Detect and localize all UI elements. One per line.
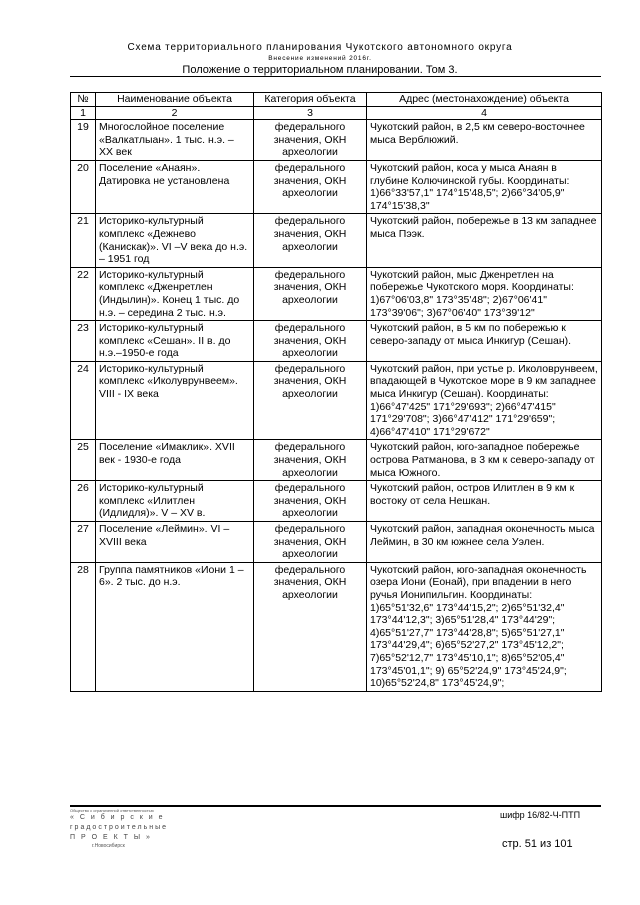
- table-row: [71, 214, 602, 267]
- object-category: федерального значения, ОКН археологии: [254, 160, 367, 213]
- row-number: 22: [71, 267, 96, 320]
- row-number: 24: [71, 361, 96, 440]
- document-subtitle: Внесение изменений 2016г.: [268, 55, 372, 62]
- object-address: Чукотский район, западная оконечность мыса Леймин, в 30 км южнее села Уэлен.: [367, 522, 602, 563]
- object-name: Историко-культурный комплекс «Иколуврунвеем». VIII - IX века: [96, 361, 254, 440]
- table-row: [71, 481, 602, 522]
- column-header-number: №: [71, 93, 96, 107]
- logo-line: П Р О Е К Т Ы »: [70, 834, 152, 841]
- object-address: Чукотский район, юго-западная оконечность озера Иони (Еонай), при впадении в него ручья Ионипильгин. Координаты: 1)65°51'32,6" 173°44'15,2"; 2)65°51'32,4" 173°44'12,3"; 3)65°51'28,4" 173°44'29"; 4)65°51'27,7" 173°44'28,8"; 5)65°51'27,1" 173°44'29,4"; 6)65°52'27,2" 173°45'12,2"; 7)65°52'12,7" 173°45'10,1"; 8)65°52'05,4" 173°45'01,1"; 9) 65°52'24,9" 173°45'24,9"; 10)65°52'24,8" 173°45'24,9";: [367, 562, 602, 691]
- object-name: Историко-культурный комплекс «Дежнево (Канискак)». VI –V века до н.э. – 1951 год: [96, 214, 254, 267]
- row-number: 19: [71, 120, 96, 161]
- object-address: Чукотский район, при устье р. Иколоврунвеем, впадающей в Чукотское море в 9 км западнее мыса Инкигур (Сешан). Координаты: 1)66°47'425" 171°29'693"; 2)66°47'415" 171°29'708"; 3)66°47'412" 171°29'659"; 4)66°47'410" 171°29'672": [367, 361, 602, 440]
- document-title: Схема территориального планирования Чукотского автономного округа: [127, 42, 513, 53]
- object-name: Историко-культурный комплекс «Илитлен (Идлидля)». V – XV в.: [96, 481, 254, 522]
- object-address: Чукотский район, юго-западное побережье острова Ратманова, в 3 км к северо-западу от мыса Южного.: [367, 440, 602, 481]
- table-row: [71, 361, 602, 440]
- table-row: [71, 522, 602, 563]
- object-name: Поселение «Анаян». Датировка не установлена: [96, 160, 254, 213]
- object-address: Чукотский район, коса у мыса Анаян в глубине Колючинской губы. Координаты: 1)66°33'57,1" 174°15'48,5"; 2)66°34'05,9" 174°15'38,3": [367, 160, 602, 213]
- logo-caption: Общество с ограниченной ответственностью: [70, 808, 154, 813]
- object-category: федерального значения, ОКН археологии: [254, 481, 367, 522]
- row-number: 20: [71, 160, 96, 213]
- heritage-objects-table: [70, 92, 602, 692]
- table-row: [71, 120, 602, 161]
- column-number: 1: [71, 106, 96, 120]
- object-address: Чукотский район, остров Илитлен в 9 км к востоку от села Нешкан.: [367, 481, 602, 522]
- column-number-row: [71, 106, 602, 120]
- header-divider: [70, 76, 601, 77]
- object-category: федерального значения, ОКН археологии: [254, 267, 367, 320]
- object-address: Чукотский район, в 5 км по побережью к северо-западу от мыса Инкигур (Сешан).: [367, 321, 602, 362]
- row-number: 21: [71, 214, 96, 267]
- table-row: [71, 562, 602, 691]
- row-number: 26: [71, 481, 96, 522]
- object-address: Чукотский район, мыс Дженретлен на побережье Чукотского моря. Координаты: 1)67°06'03,8" 173°35'48"; 2)67°06'41" 173°39'06"; 3)67°06'40" 173°39'12": [367, 267, 602, 320]
- volume-title: Положение о территориальном планировании. Том 3.: [182, 64, 458, 76]
- column-header-category: Категория объекта: [254, 93, 367, 107]
- logo-line: градостроительные: [70, 824, 169, 831]
- row-number: 25: [71, 440, 96, 481]
- table-row: [71, 440, 602, 481]
- company-logo: [70, 808, 190, 850]
- footer-divider: [70, 805, 601, 807]
- logo-line: « С и б и р с к и е: [70, 814, 165, 821]
- object-name: Поселение «Леймин». VI – XVIII века: [96, 522, 254, 563]
- object-name: Поселение «Имаклик». XVII век - 1930-е года: [96, 440, 254, 481]
- object-address: Чукотский район, в 2,5 км северо-восточнее мыса Верблюжий.: [367, 120, 602, 161]
- object-address: Чукотский район, побережье в 13 км западнее мыса Пээк.: [367, 214, 602, 267]
- column-header-name: Наименование объекта: [96, 93, 254, 107]
- logo-city: г.Новосибирск: [92, 843, 125, 849]
- document-cipher: шифр 16/82-Ч-ПТП: [500, 810, 581, 820]
- object-category: федерального значения, ОКН археологии: [254, 361, 367, 440]
- object-category: федерального значения, ОКН археологии: [254, 440, 367, 481]
- table-row: [71, 160, 602, 213]
- object-category: федерального значения, ОКН археологии: [254, 522, 367, 563]
- row-number: 23: [71, 321, 96, 362]
- object-category: федерального значения, ОКН археологии: [254, 562, 367, 691]
- document-header: [0, 42, 640, 77]
- table-row: [71, 321, 602, 362]
- column-number: 3: [254, 106, 367, 120]
- page-number: стр. 51 из 101: [502, 838, 573, 850]
- row-number: 27: [71, 522, 96, 563]
- row-number: 28: [71, 562, 96, 691]
- object-name: Многослойное поселение «Валкатлыан». 1 тыс. н.э. – XX век: [96, 120, 254, 161]
- object-name: Историко-культурный комплекс «Сешан». II в. до н.э.–1950-е года: [96, 321, 254, 362]
- object-category: федерального значения, ОКН археологии: [254, 321, 367, 362]
- table-header-row: [71, 93, 602, 107]
- object-category: федерального значения, ОКН археологии: [254, 120, 367, 161]
- object-name: Группа памятников «Иони 1 – 6». 2 тыс. до н.э.: [96, 562, 254, 691]
- column-number: 2: [96, 106, 254, 120]
- object-category: федерального значения, ОКН археологии: [254, 214, 367, 267]
- column-header-address: Адрес (местонахождение) объекта: [367, 93, 602, 107]
- table-row: [71, 267, 602, 320]
- column-number: 4: [367, 106, 602, 120]
- object-name: Историко-культурный комплекс «Дженретлен (Индылин)». Конец 1 тыс. до н.э. – середина 2 тыс. н.э.: [96, 267, 254, 320]
